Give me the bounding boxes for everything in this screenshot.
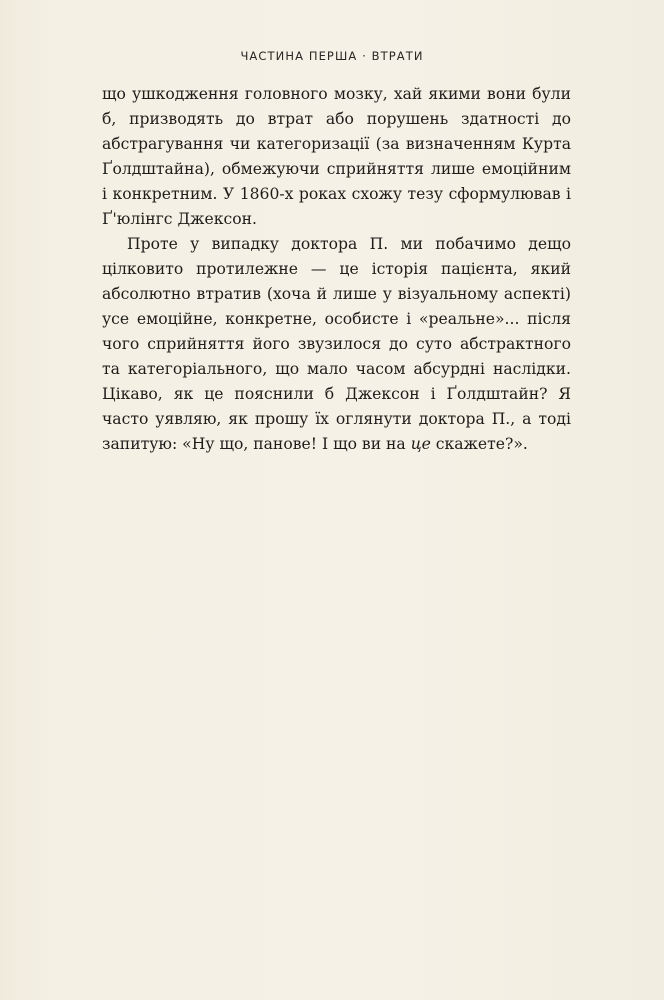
body-text (102, 82, 571, 457)
running-head: ЧАСТИНА ПЕРША · ВТРАТИ (240, 49, 424, 63)
paragraph-2-text: Проте у випадку доктора П. ми побачимо дещо цілковито протилежне — це історія пацієнта, який абсолютно втратив (хоча й лише у візуальному аспекті) усе емоційне, конкретне, особисте і «реальне»... після чого сприйняття його звузилося до суто абстрактного та категоріального, що мало часом абсурдні наслідки. Цікаво, як це пояснили б Джексон і Ґолдштайн? Я часто уявляю, як прошу їх оглянути доктора П., а тоді запитую: «Ну що, панове! І що ви на (102, 235, 571, 453)
paragraph-2 (102, 232, 571, 457)
paragraph-1: що ушкодження головного мозку, хай якими вони були б, призводять до втрат або порушень здатності до абстрагування чи категоризації (за визначенням Курта Ґолдштайна), обмежуючи сприйняття лише емоційним і конкретним. У 1860-х роках схожу тезу сформулював і Ґ'юлінгс Джексон. (102, 85, 571, 228)
paragraph-2-emphasis: це (410, 435, 431, 453)
paragraph-2-end: скажете?». (430, 435, 528, 453)
